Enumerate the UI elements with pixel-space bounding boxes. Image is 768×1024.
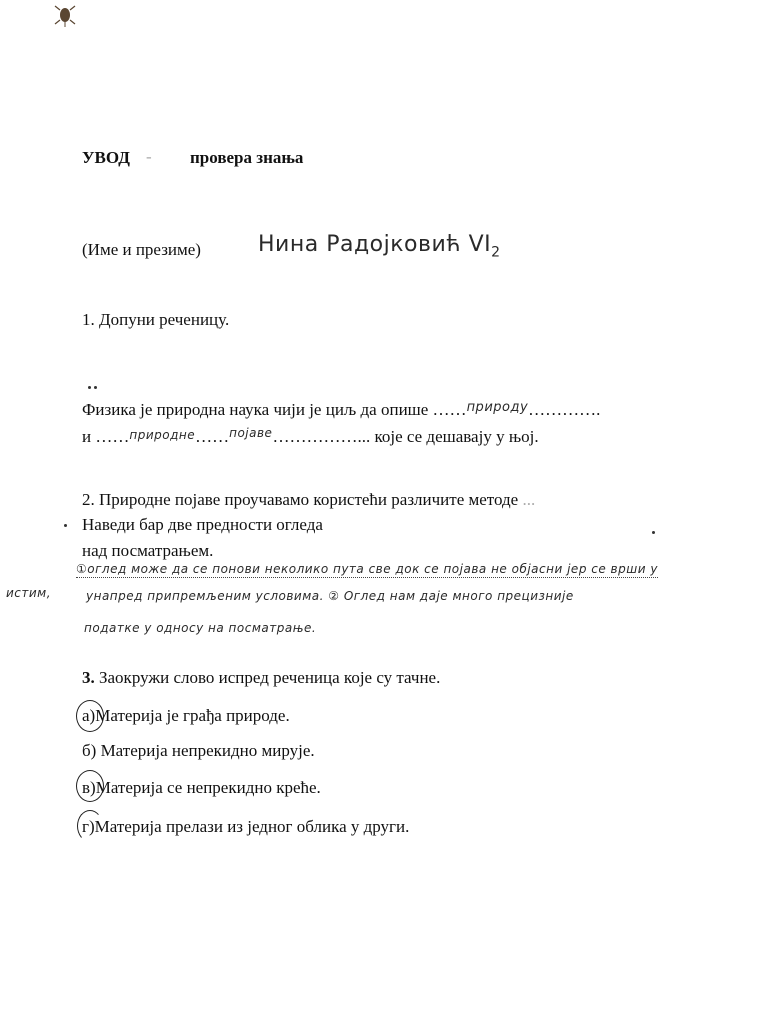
q3-prompt: 3. Заокружи слово испред реченица које су тачне. <box>82 668 441 687</box>
ink-dot <box>94 386 97 389</box>
q3-option-c-letter: в) <box>82 778 96 797</box>
q2-answer-line1: ①оглед може да се понови неколико пута све док се појава не објасни јер се врши у <box>76 562 658 576</box>
answer-partial-circle-mark <box>77 810 103 842</box>
handwritten-name: Нина Радојковић $VI_2$ <box>258 232 501 261</box>
q3-option-b-letter: б) <box>82 741 97 760</box>
q3-option-a-letter: а) <box>82 706 96 725</box>
q2-answer-line3: податке у односу на посматрање. <box>84 621 317 635</box>
q2-line2: Наведи бар две предности огледа <box>82 515 323 534</box>
q3-option-c[interactable] <box>82 778 321 798</box>
q2-answer-margin: истим, <box>6 586 52 600</box>
q1-prompt: 1. Допуни реченицу. <box>82 310 230 329</box>
name-label: (Име и презиме) <box>82 240 201 259</box>
title-uvod: УВОД <box>82 148 130 167</box>
answer-circle-mark <box>76 770 104 802</box>
q2-answer-line2: унапред припремљеним условима. ② Оглед нам даје много прецизније <box>86 589 574 603</box>
q1-answer1: природу <box>466 400 529 415</box>
q3-option-b-text: Материја непрекидно мирује. <box>96 741 315 760</box>
title-provera: провера знања <box>190 148 304 167</box>
q1-answer2a: природне <box>129 428 196 442</box>
ink-dot <box>88 386 91 389</box>
q3-option-a[interactable] <box>82 706 290 726</box>
q3-option-d[interactable] <box>82 817 409 837</box>
q2-line3: над посматрањем. <box>82 541 214 560</box>
q3-option-c-text: Материја се непрекидно креће. <box>95 778 321 797</box>
q1-answer2b: појаве <box>229 426 273 440</box>
q3-option-d-letter: г) <box>82 817 95 836</box>
answer-circle-mark <box>76 700 104 732</box>
q3-option-a-text: Материја је грађа природе. <box>95 706 290 725</box>
q3-option-b[interactable] <box>82 741 315 761</box>
ink-dot <box>64 524 67 527</box>
q2-line1: 2. Природне појаве проучавамо користећи различите методе ... <box>82 490 536 509</box>
q1-line2: и ……природне……$^{појаве}$……………... које се дешавају у њој. <box>82 426 539 446</box>
q1-line1: Физика је природна наука чији је циљ да опише ……$^{природу}$…………. <box>82 400 601 419</box>
title-dash: - <box>146 147 152 166</box>
ink-dot <box>652 531 655 534</box>
insect-speck-icon <box>52 2 78 28</box>
q3-option-d-text: Материја прелази из једног облика у други. <box>94 817 410 836</box>
